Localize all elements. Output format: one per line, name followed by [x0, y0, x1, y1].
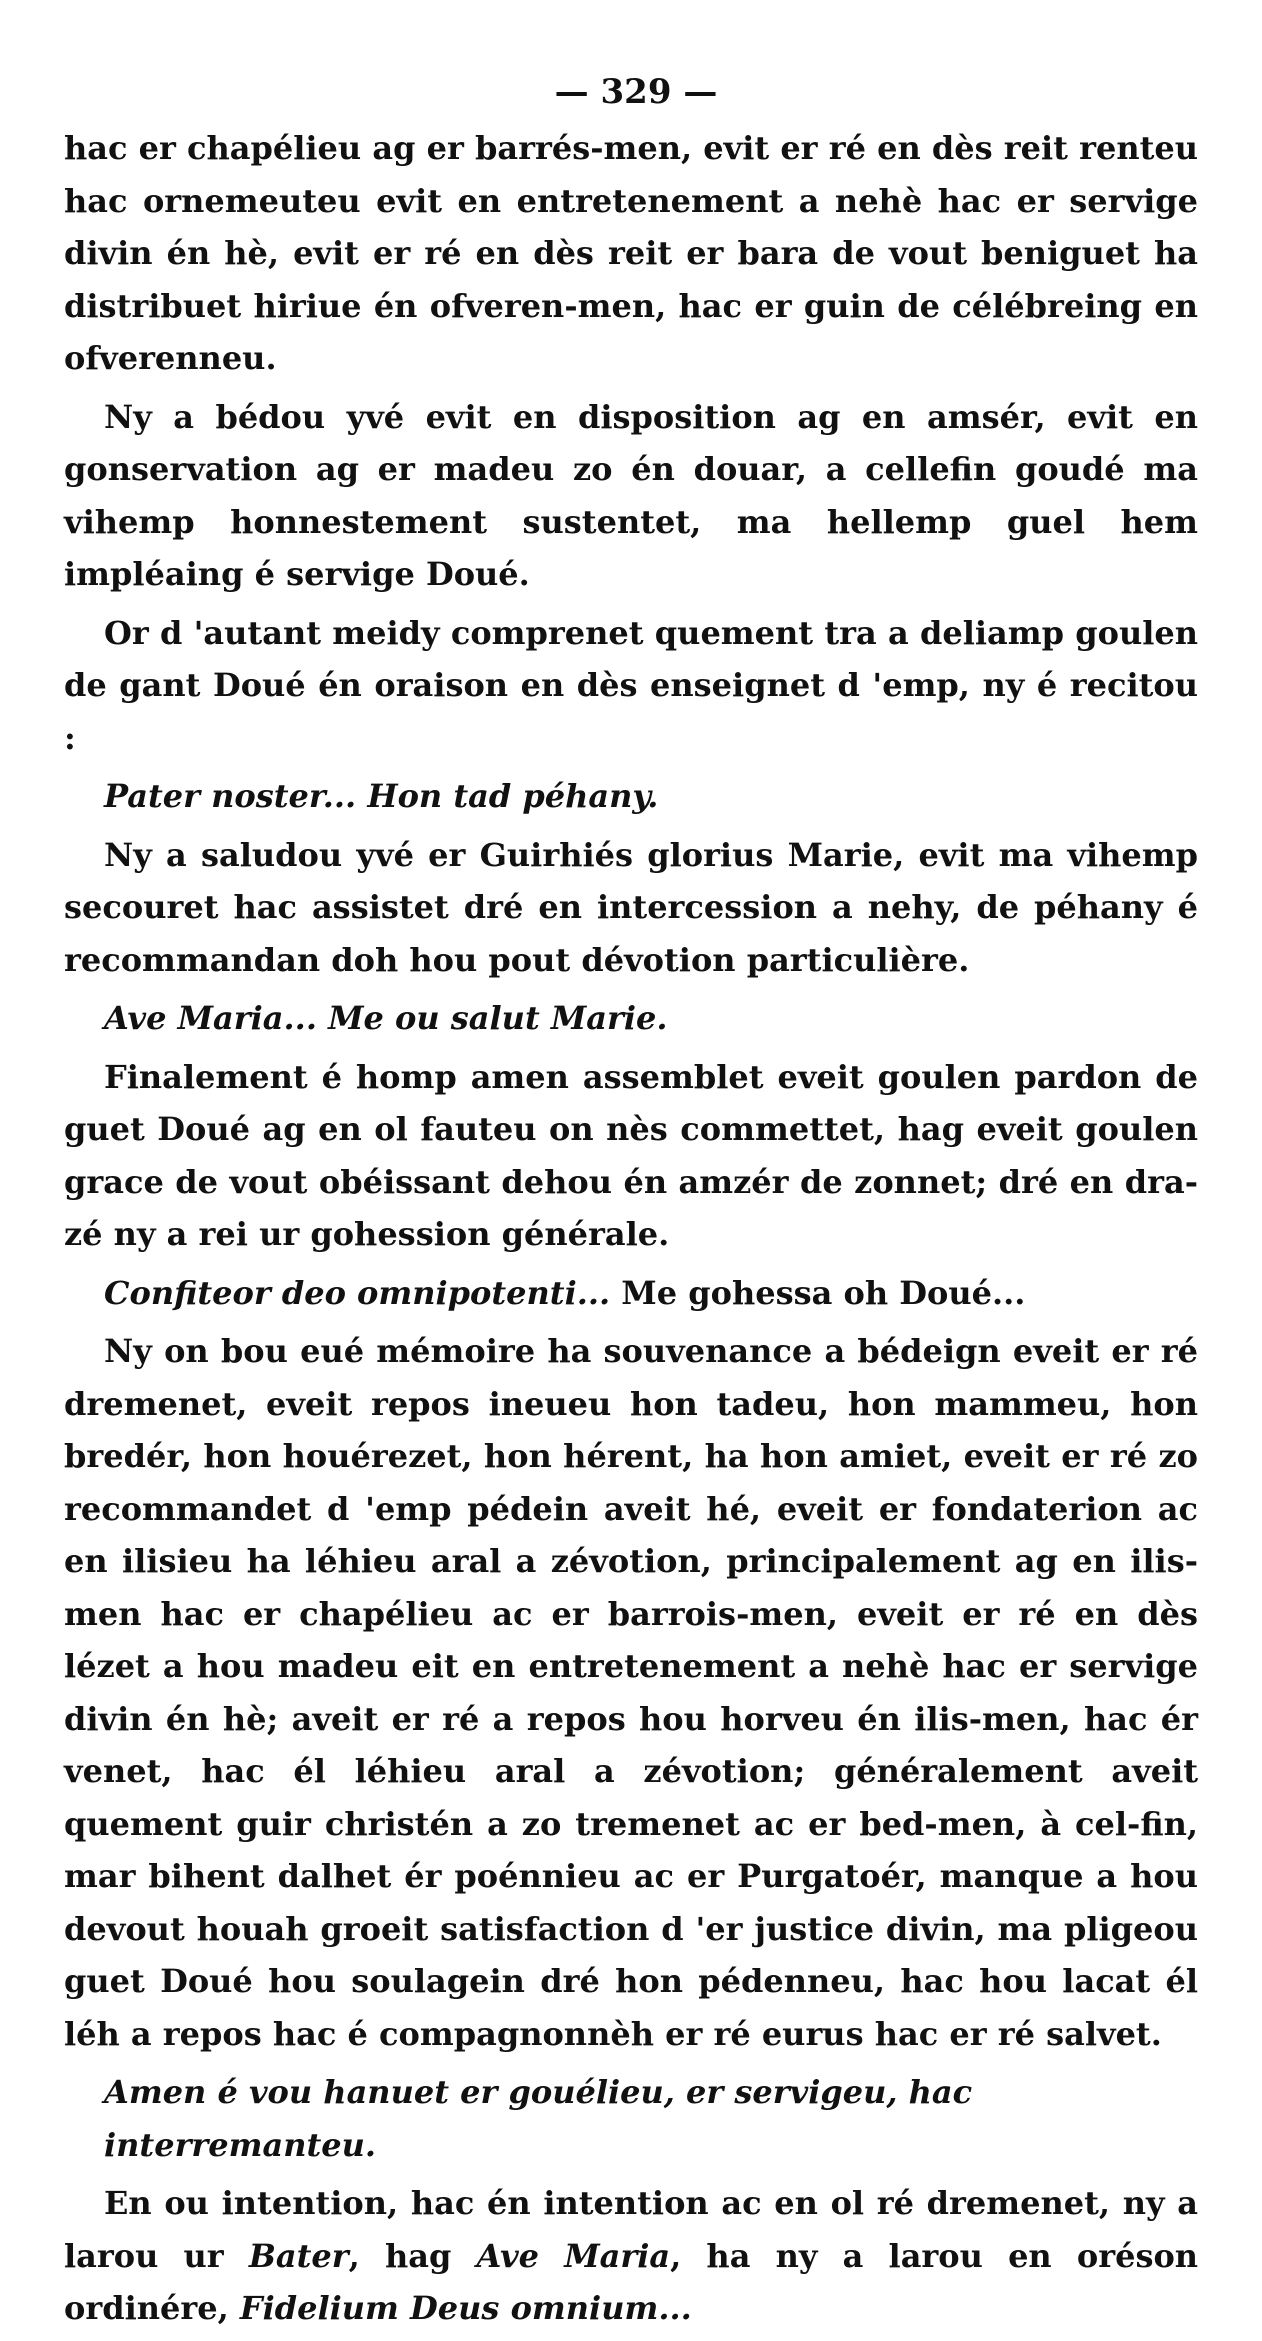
paragraph-4: Ny a saludou yvé er Guirhiés glorius Marie, evit ma vihemp secouret hac assistet dré en intercession a nehy, de péhany é recommandan doh hou pout dévotion particulière. — [64, 835, 1198, 979]
prayer-confiteor-latin: Confiteor deo omnipotenti... — [104, 1273, 611, 1312]
prayer-amen: Amen é vou hanuet er gouélieu, er servigeu, hac interremanteu. — [104, 2073, 973, 2164]
paragraph-7-fidelium: Fidelium Deus omnium... — [239, 2289, 692, 2327]
paragraph-7-ave-maria: Ave Maria — [476, 2236, 671, 2275]
paragraph-7 — [64, 2177, 1198, 2335]
paragraph-3: Or d 'autant meidy comprenet quement tra a deliamp goulen de gant Doué én oraison en dès enseignet d 'emp, ny é recitou : — [64, 613, 1198, 757]
paragraph-7-bater: Bater — [248, 2236, 349, 2275]
paragraph-7-text-c: , ha ny a larou en oréson ordinére, — [64, 2236, 1199, 2327]
page-number: — 329 — — [554, 72, 718, 112]
prayer-ave-maria: Ave Maria... Me ou salut Marie. — [104, 999, 668, 1037]
prayer-pater-noster: Pater noster... Hon tad péhany. — [104, 777, 659, 815]
paragraph-5: Finalement é homp amen assemblet eveit goulen pardon de guet Doué ag en ol fauteu on nès commettet, hag eveit goulen grace de vout obéissant dehou én amzér de zonnet; dré en dra-zé ny a rei ur gohession générale. — [64, 1057, 1198, 1253]
prayer-confiteor-breton: Me gohessa oh Doué... — [621, 1273, 1026, 1312]
paragraph-7-text-b: , hag — [348, 2236, 452, 2275]
paragraph-2: Ny a bédou yvé evit en disposition ag en amsér, evit en gonservation ag er madeu zo én douar, a cellefin goudé ma vihemp honnestement sustentet, ma hellemp guel hem impléaing é servige Doué. — [64, 397, 1198, 593]
prayer-confiteor — [64, 1267, 1198, 1320]
paragraph-7-text-a: En ou intention, hac én intention ac en ol ré dremenet, ny a larou ur — [64, 2184, 1198, 2275]
paragraph-6: Ny on bou eué mémoire ha souvenance a bédeign eveit er ré dremenet, eveit repos ineueu hon tadeu, hon mammeu, hon bredér, hon houérezet, hon hérent, ha hon amiet, eveit er ré zo recommandet d 'emp pédein aveit hé, eveit er fondaterion ac en ilisieu ha léhieu aral a zévotion, principalement ag en ilis-men hac er chapélieu ac er barrois-men, eveit er ré en dès lézet a hou madeu eit en entretenement a nehè hac er servige divin én hè; aveit er ré a repos hou horveu én ilis-men, hac ér venet, hac él léhieu aral a zévotion; généralement aveit quement guir christén a zo tremenet ac er bed-men, à cel-fin, mar bihent dalhet ér poénnieu ac er Purgatoér, manque a hou devout houah groeit satisfaction d 'er justice divin, ma pligeou guet Doué hou soulagein dré hon pédenneu, hac hou lacat él léh a repos hac é compagnonnèh er ré eurus hac er ré salvet. — [64, 1332, 1198, 2053]
paragraph-1: hac er chapélieu ag er barrés-men, evit er ré en dès reit renteu hac ornemeuteu evit en entretenement a nehè hac er servige divin én hè, evit er ré en dès reit er bara de vout beniguet ha distribuet hiriue én ofveren-men, hac er guin de célébreing en ofverenneu. — [64, 129, 1198, 377]
document-page — [64, 70, 1198, 2341]
